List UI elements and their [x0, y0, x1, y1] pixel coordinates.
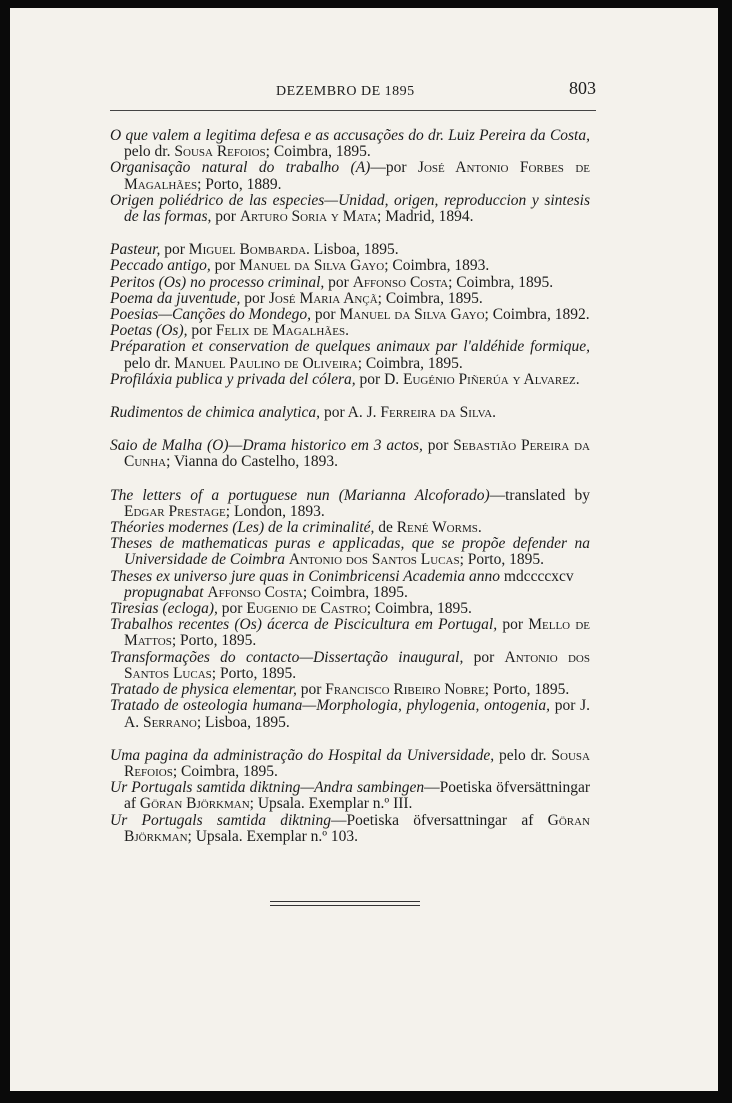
- entry-author: Affonso Costa: [352, 273, 449, 291]
- entry-connector: por: [211, 208, 240, 226]
- entry-connector: mdccccxcv: [500, 567, 574, 585]
- entry-author: Arturo Soria y Mata: [239, 208, 378, 226]
- entry-author: Manuel da Silva Gayo: [339, 306, 485, 324]
- entry-publication: ; Upsala. Exemplar n.º III.: [249, 795, 413, 813]
- entry-connector: pelo dr.: [124, 143, 175, 161]
- entry-publication: ; Porto, 1895.: [484, 681, 570, 699]
- bibliography-entry: [110, 780, 590, 812]
- entry-publication: ; Coimbra, 1895.: [302, 583, 408, 601]
- entry-connector: pelo dr.: [494, 746, 552, 764]
- page-header: [110, 78, 596, 118]
- entry-title: Saio de Malha (O)—Drama historico em 3 actos,: [110, 437, 423, 455]
- entry-publication: .: [477, 519, 482, 537]
- entry-title: Origen poliédrico de las especies—Unidad, origen, reproduccion y sintesis de las formas,: [110, 191, 590, 226]
- entry-connector: —Poetiska öfversattningar af: [331, 811, 548, 829]
- entry-title: Peccado antigo,: [110, 257, 211, 275]
- entry-title: Poema da juventude,: [110, 289, 241, 307]
- entry-connector: por J. A.: [124, 697, 590, 731]
- bibliography-entry: [110, 585, 590, 601]
- bibliography-entry: [110, 372, 590, 388]
- entry-title: Theses de mathematicas puras e applicadas, que se propõe defender na Universidade de Coimbra: [110, 535, 590, 569]
- entry-author: Sebastião Pereira da Cunha: [124, 437, 590, 471]
- entry-author: Francisco Ribeiro Nobre: [325, 681, 485, 699]
- entry-connector: por: [217, 600, 247, 618]
- entry-connector: por: [187, 322, 216, 340]
- group-gap: [110, 421, 590, 438]
- entry-title: Tratado de osteologia humana—Morphologia, phylogenia, ontogenia,: [110, 697, 550, 715]
- bibliography-entry: [110, 813, 590, 845]
- entry-author: Miguel Bombarda: [188, 241, 307, 259]
- entry-connector: por: [463, 648, 505, 666]
- entry-publication: ; Coimbra, 1895.: [172, 762, 278, 780]
- entry-publication: ; Coimbra, 1892.: [484, 306, 590, 324]
- entry-title: Théories modernes (Les) de la criminalité,: [110, 519, 375, 537]
- entry-title: Theses ex universo jure quas in Conimbricensi Academia anno: [110, 567, 501, 585]
- entry-title: Peritos (Os) no processo criminal,: [110, 273, 325, 291]
- bibliography-list: [110, 128, 590, 845]
- entry-author: Sousa Refoios: [174, 143, 266, 161]
- entry-connector: de: [374, 519, 397, 537]
- entry-author: Manuel da Silva Gayo: [239, 257, 385, 275]
- entry-author: José Antonio Forbes de Magalhães: [124, 159, 590, 193]
- bibliography-entry: [110, 488, 590, 520]
- entry-connector: por A. J.: [320, 404, 381, 422]
- entry-title: Transformações do contacto—Dissertação inaugural,: [110, 648, 464, 666]
- entry-connector: —translated by: [489, 486, 590, 504]
- entry-title: The letters of a portuguese nun (Marianna Alcoforado): [110, 486, 490, 504]
- entry-connector: por: [497, 616, 529, 634]
- entry-title: O que valem a legitima defesa e as accusações do dr. Luiz Pereira da Costa,: [110, 127, 590, 144]
- bibliography-entry: [110, 438, 590, 470]
- entry-publication: ; Vianna do Castelho, 1893.: [166, 453, 338, 471]
- entry-publication: ; Upsala. Exemplar n.º 103.: [187, 827, 359, 845]
- entry-author: Serrano: [142, 713, 197, 731]
- bibliography-entry: [110, 520, 590, 536]
- group-gap: [110, 731, 590, 748]
- group-gap: [110, 471, 590, 488]
- entry-title: Ur Portugals samtida diktning—Andra sambingen: [110, 779, 425, 797]
- entry-connector: por: [422, 437, 454, 455]
- entry-connector: por: [210, 257, 240, 275]
- bibliography-entry: [110, 650, 590, 682]
- entry-publication: ; Porto, 1895.: [211, 664, 297, 682]
- entry-title: Tiresias (ecloga),: [110, 600, 218, 618]
- entry-connector: por: [240, 289, 269, 307]
- entry-author: Felix de Magalhães: [215, 322, 346, 340]
- entry-title: propugnabat: [124, 583, 204, 601]
- entry-connector: por: [160, 241, 189, 259]
- entry-connector: por: [324, 273, 353, 291]
- bibliography-entry: [110, 536, 590, 568]
- entry-publication: ; Coimbra, 1895.: [366, 600, 472, 618]
- bibliography-entry: [110, 405, 590, 421]
- bibliography-entry: [110, 698, 590, 730]
- bibliography-entry: [110, 307, 590, 323]
- entry-title: Rudimentos de chimica analytica,: [110, 404, 321, 422]
- entry-publication: ; Coimbra, 1895.: [377, 289, 483, 307]
- entry-author: Manuel Paulino de Oliveira: [174, 354, 358, 372]
- entry-publication: ; Coimbra, 1895.: [448, 273, 554, 291]
- entry-author: Edgar Prestage: [124, 502, 226, 520]
- group-gap: [110, 388, 590, 405]
- bibliography-entry: [110, 323, 590, 339]
- entry-title: Tratado de physica elementar,: [110, 681, 297, 699]
- entry-publication: .: [345, 322, 349, 340]
- entry-publication: .: [575, 370, 580, 388]
- book-page: [10, 8, 718, 1091]
- entry-connector: pelo dr.: [124, 354, 175, 372]
- entry-connector: —por: [370, 159, 418, 177]
- entry-author: José Maria Ançã: [268, 289, 378, 307]
- entry-connector: por: [296, 681, 326, 699]
- page-number: 803: [569, 78, 596, 98]
- header-rule: [110, 110, 596, 111]
- entry-title: Préparation et conservation de quelques animaux par l'aldéhide formique,: [110, 338, 590, 356]
- bibliography-entry: [110, 128, 590, 160]
- entry-title: Pasteur,: [110, 241, 161, 259]
- entry-title: Poesias—Canções do Mondego,: [110, 306, 312, 324]
- bibliography-entry: [110, 748, 590, 780]
- footer-rule-top: [270, 901, 420, 902]
- entry-connector: —Poetiska öfversättningar af: [124, 779, 590, 813]
- entry-publication: ; Porto, 1895.: [459, 551, 544, 569]
- bibliography-entry: [110, 601, 590, 617]
- entry-publication: ; Coimbra, 1895.: [265, 143, 371, 161]
- entry-author: Sousa Refoios: [124, 746, 590, 780]
- footer-rule-bottom: [270, 905, 420, 906]
- entry-title: Organisação natural do trabalho (A): [110, 159, 371, 177]
- bibliography-entry: [110, 193, 590, 225]
- bibliography-entry: [110, 242, 590, 258]
- entry-publication: .: [492, 404, 497, 422]
- entry-title: Ur Portugals samtida diktning: [110, 811, 331, 829]
- bibliography-entry: [110, 617, 590, 649]
- bibliography-entry: [110, 291, 590, 307]
- entry-author: Antonio dos Santos Lucas: [124, 648, 590, 682]
- bibliography-entry: [110, 569, 590, 585]
- entry-publication: ; Lisboa, 1895.: [196, 713, 290, 731]
- entry-author: Ferreira da Silva: [380, 404, 493, 422]
- entry-author: Eugénio Piñerúa y Alvarez: [403, 370, 576, 388]
- group-gap: [110, 225, 590, 242]
- entry-title: Uma pagina da administração do Hospital da Universidade,: [110, 746, 495, 764]
- entry-title: Trabalhos recentes (Os) ácerca de Piscicultura em Portugal,: [110, 616, 498, 634]
- bibliography-entry: [110, 160, 590, 192]
- bibliography-entry: [110, 339, 590, 371]
- entry-publication: ; Madrid, 1894.: [377, 208, 474, 226]
- entry-connector: por D.: [355, 370, 404, 388]
- entry-title: Profiláxia publica y privada del cólera,: [110, 370, 356, 388]
- bibliography-entry: [110, 258, 590, 274]
- entry-publication: . Lisboa, 1895.: [306, 241, 399, 259]
- entry-author: Göran Björkman: [139, 795, 250, 813]
- entry-author: Mello de Mattos: [124, 616, 590, 650]
- entry-author: Antonio dos Santos Lucas: [288, 551, 460, 569]
- entry-title: Poetas (Os),: [110, 322, 188, 340]
- entry-publication: ; Coimbra, 1895.: [357, 354, 463, 372]
- entry-publication: ; Porto, 1895.: [171, 632, 257, 650]
- entry-connector: por: [311, 306, 340, 324]
- entry-author: René Worms: [396, 519, 478, 537]
- running-title: DEZEMBRO DE 1895: [276, 84, 415, 99]
- bibliography-entry: [110, 682, 590, 698]
- entry-publication: ; Porto, 1889.: [197, 175, 282, 193]
- entry-author: Göran Björkman: [124, 811, 591, 845]
- entry-publication: ; Coimbra, 1893.: [384, 257, 490, 275]
- bibliography-entry: [110, 275, 590, 291]
- entry-author: Affonso Costa: [207, 583, 303, 601]
- entry-author: Eugenio de Castro: [246, 600, 367, 618]
- entry-publication: ; London, 1893.: [225, 502, 325, 520]
